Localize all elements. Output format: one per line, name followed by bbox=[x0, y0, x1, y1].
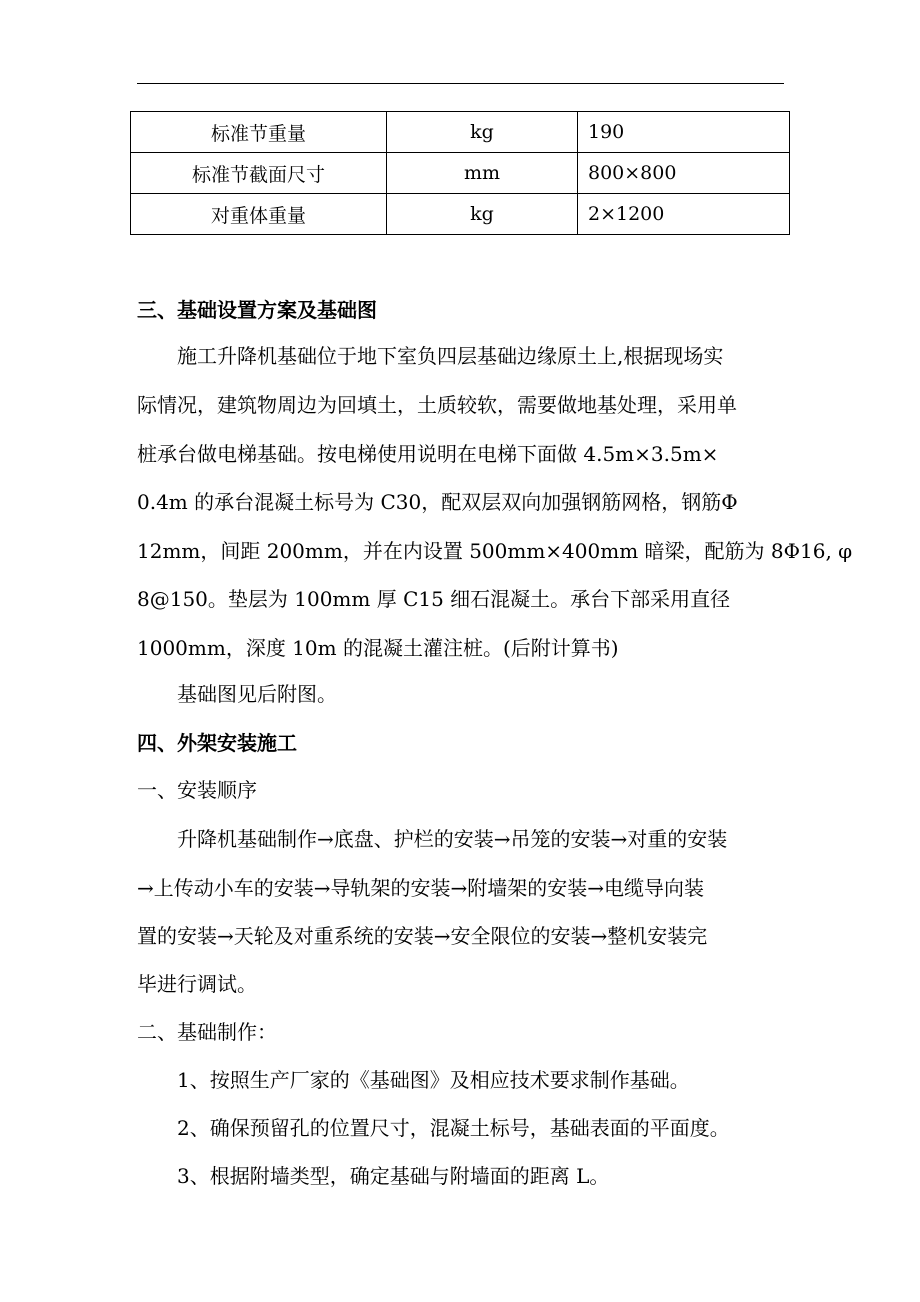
paragraph-line: 1000mm，深度 10m 的混凝土灌注桩。(后附计算书) bbox=[137, 636, 619, 660]
table-row bbox=[131, 112, 790, 153]
paragraph-line: 置的安装→天轮及对重系统的安装→安全限位的安装→整机安装完 bbox=[137, 924, 708, 948]
spec-name: 对重体重量 bbox=[131, 194, 387, 235]
list-item: 2、确保预留孔的位置尺寸，混凝土标号，基础表面的平面度。 bbox=[177, 1116, 730, 1140]
paragraph-line: 毕进行调试。 bbox=[137, 972, 257, 996]
spec-unit: kg bbox=[387, 194, 578, 235]
spec-table bbox=[130, 111, 790, 235]
spec-value: 800×800 bbox=[578, 153, 790, 194]
list-item: 3、根据附墙类型，确定基础与附墙面的距离 L。 bbox=[177, 1164, 610, 1188]
spec-unit: mm bbox=[387, 153, 578, 194]
paragraph-line: 8@150。垫层为 100mm 厚 C15 细石混凝土。承台下部采用直径 bbox=[137, 587, 731, 611]
spec-name: 标准节截面尺寸 bbox=[131, 153, 387, 194]
paragraph-line: 升降机基础制作→底盘、护栏的安装→吊笼的安装→对重的安装 bbox=[177, 827, 728, 851]
spec-unit: kg bbox=[387, 112, 578, 153]
paragraph-line: 际情况，建筑物周边为回填土，土质较软，需要做地基处理，采用单 bbox=[137, 393, 737, 417]
header-rule bbox=[137, 83, 784, 84]
spec-value: 190 bbox=[578, 112, 790, 153]
paragraph-line: 施工升降机基础位于地下室负四层基础边缘原土上,根据现场实 bbox=[177, 344, 724, 368]
paragraph-line: →上传动小车的安装→导轨架的安装→附墙架的安装→电缆导向装 bbox=[137, 876, 705, 900]
table-row bbox=[131, 153, 790, 194]
list-item: 1、按照生产厂家的《基础图》及相应技术要求制作基础。 bbox=[177, 1068, 690, 1092]
table-row bbox=[131, 194, 790, 235]
paragraph-line: 基础图见后附图。 bbox=[177, 682, 337, 706]
paragraph-line: 桩承台做电梯基础。按电梯使用说明在电梯下面做 4.5m×3.5m× bbox=[137, 442, 719, 466]
section4-heading: 四、外架安装施工 bbox=[137, 731, 297, 755]
spec-value: 2×1200 bbox=[578, 194, 790, 235]
paragraph-line: 0.4m 的承台混凝土标号为 C30，配双层双向加强钢筋网格，钢筋Φ bbox=[137, 490, 738, 514]
subsection-title: 二、基础制作： bbox=[137, 1020, 277, 1044]
spec-name: 标准节重量 bbox=[131, 112, 387, 153]
subsection-title: 一、安装顺序 bbox=[137, 778, 257, 802]
paragraph-line: 12mm，间距 200mm，并在内设置 500mm×400mm 暗梁，配筋为 8Φ16, φ bbox=[137, 539, 853, 563]
section3-heading: 三、基础设置方案及基础图 bbox=[137, 298, 377, 322]
